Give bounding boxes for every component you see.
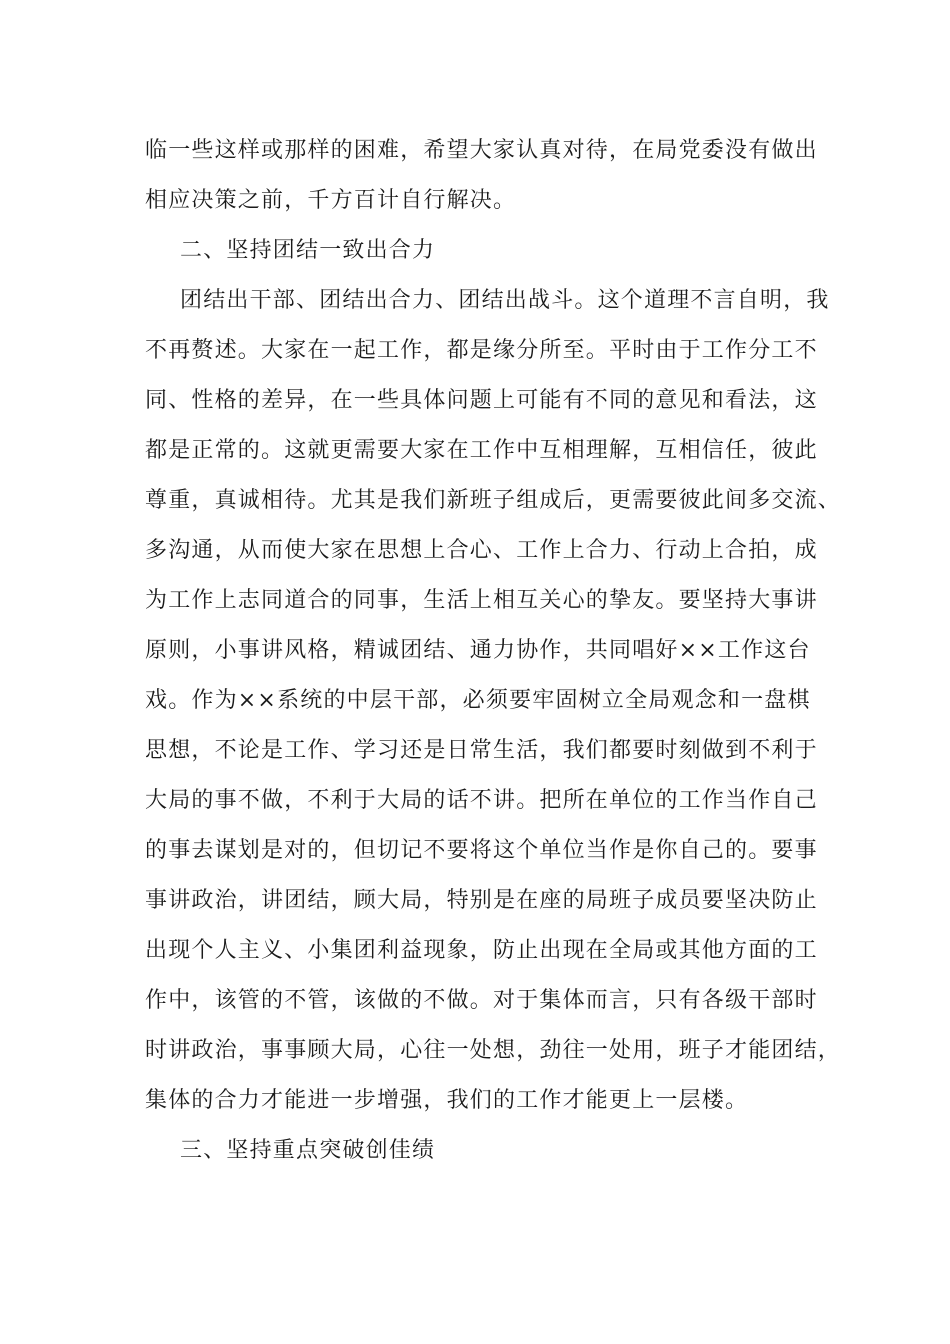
paragraph-line: 作中，该管的不管，该做的不做。对于集体而言，只有各级干部时 bbox=[145, 988, 818, 1013]
paragraph-line: 出现个人主义、小集团利益现象，防止出现在全局或其他方面的工 bbox=[145, 938, 818, 963]
paragraph-line: 同、性格的差异，在一些具体问题上可能有不同的意见和看法，这 bbox=[145, 388, 818, 413]
paragraph-line: 集体的合力才能进一步增强，我们的工作才能更上一层楼。 bbox=[145, 1088, 749, 1113]
paragraph-line: 思想，不论是工作、学习还是日常生活，我们都要时刻做到不利于 bbox=[145, 738, 818, 763]
paragraph-line: 大局的事不做，不利于大局的话不讲。把所在单位的工作当作自己 bbox=[145, 788, 818, 813]
paragraph-line: 多沟通，从而使大家在思想上合心、工作上合力、行动上合拍，成 bbox=[145, 538, 818, 563]
paragraph-line: 都是正常的。这就更需要大家在工作中互相理解，互相信任，彼此 bbox=[145, 438, 818, 463]
paragraph-line: 的事去谋划是对的，但切记不要将这个单位当作是你自己的。要事 bbox=[145, 838, 818, 863]
paragraph-line: 事讲政治，讲团结，顾大局，特别是在座的局班子成员要坚决防止 bbox=[145, 888, 818, 913]
section-heading-2: 二、坚持团结一致出合力 bbox=[180, 238, 436, 263]
paragraph-line: 相应决策之前，千方百计自行解决。 bbox=[145, 188, 517, 213]
paragraph-line: 时讲政治，事事顾大局，心往一处想，劲往一处用，班子才能团结， bbox=[145, 1038, 842, 1063]
paragraph-line: 临一些这样或那样的困难，希望大家认真对待，在局党委没有做出 bbox=[145, 138, 818, 163]
paragraph-line: 不再赘述。大家在一起工作，都是缘分所至。平时由于工作分工不 bbox=[145, 338, 818, 363]
section-heading-3: 三、坚持重点突破创佳绩 bbox=[180, 1138, 436, 1163]
paragraph-line: 团结出干部、团结出合力、团结出战斗。这个道理不言自明，我 bbox=[180, 288, 830, 313]
paragraph-line: 尊重，真诚相待。尤其是我们新班子组成后，更需要彼此间多交流、 bbox=[145, 488, 842, 513]
paragraph-line: 戏。作为××系统的中层干部，必须要牢固树立全局观念和一盘棋 bbox=[145, 688, 811, 713]
paragraph-line: 为工作上志同道合的同事，生活上相互关心的挚友。要坚持大事讲 bbox=[145, 588, 818, 613]
paragraph-line: 原则，小事讲风格，精诚团结、通力协作，共同唱好××工作这台 bbox=[145, 638, 811, 663]
